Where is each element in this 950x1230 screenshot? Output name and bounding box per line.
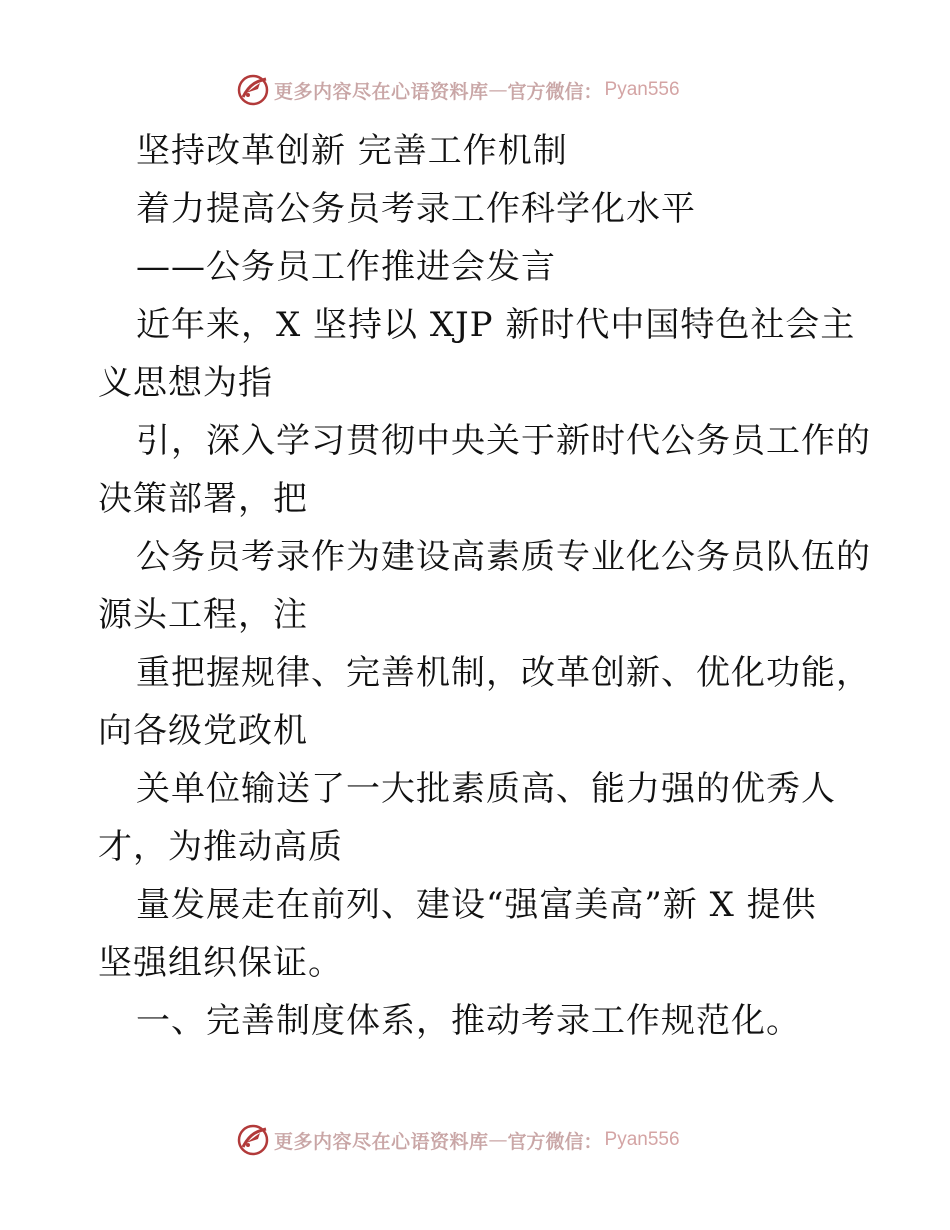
paragraph-line: 近年来，X 坚持以 XJP 新时代中国特色社会主 (136, 305, 856, 345)
banner-wechat-handle: Pyan556 (604, 79, 680, 100)
document-body (98, 122, 871, 1050)
banner-wechat-label: 官方微信： (507, 1130, 603, 1153)
banner-wechat-handle: Pyan556 (604, 1129, 680, 1150)
paragraph-line: 才，为推动高质 (98, 827, 343, 867)
document-title-line-2: 着力提高公务员考录工作科学化水平 (136, 189, 696, 229)
paragraph-line: 义思想为指 (98, 363, 273, 403)
banner-separator: — (488, 1129, 508, 1151)
document-title-line-1: 坚持改革创新 完善工作机制 (136, 131, 568, 171)
pen-logo-icon (236, 73, 270, 107)
paragraph-line: 坚强组织保证。 (98, 943, 343, 983)
footer-banner (236, 1123, 680, 1157)
paragraph-line: 公务员考录作为建设高素质专业化公务员队伍的 (136, 537, 871, 577)
paragraph-line: 向各级党政机 (98, 711, 308, 751)
paragraph-line: 引，深入学习贯彻中央关于新时代公务员工作的 (136, 421, 871, 461)
banner-main-text: 更多内容尽在心语资料库 (274, 1130, 489, 1153)
paragraph-line: 决策部署，把 (98, 479, 308, 519)
header-banner (236, 73, 680, 107)
paragraph-line: 量发展走在前列、建设“强富美高”新 X 提供 (136, 885, 817, 925)
pen-logo-icon (236, 1123, 270, 1157)
document-subtitle: ——公务员工作推进会发言 (136, 247, 556, 287)
paragraph-line: 重把握规律、完善机制，改革创新、优化功能， (136, 653, 871, 693)
banner-main-text: 更多内容尽在心语资料库 (274, 80, 489, 103)
paragraph-line: 关单位输送了一大批素质高、能力强的优秀人 (136, 769, 836, 809)
banner-wechat-label: 官方微信： (507, 80, 603, 103)
section-heading: 一、完善制度体系，推动考录工作规范化。 (136, 1001, 801, 1041)
paragraph-line: 源头工程，注 (98, 595, 308, 635)
banner-separator: — (488, 79, 508, 101)
